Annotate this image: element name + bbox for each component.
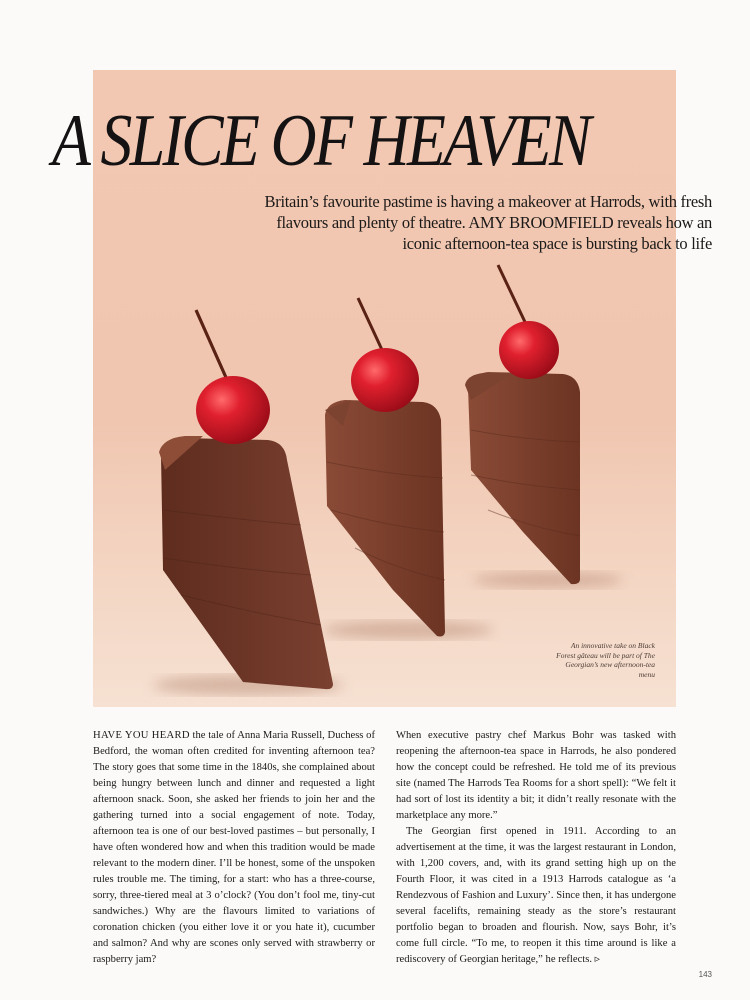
paragraph xyxy=(93,728,375,968)
body-column-right xyxy=(396,728,676,968)
body-column-left xyxy=(93,728,375,968)
photo-caption: An innovative take on Black Forest gâteau will be part of The Georgian’s new afternoon-tea menu xyxy=(556,641,655,679)
lead-in: HAVE YOU HEARD xyxy=(93,730,190,741)
standfirst: Britain’s favourite pastime is having a makeover at Harrods, with fresh flavours and plenty of theatre. AMY BROOMFIELD reveals how an iconic afternoon-tea space is bursting back to life xyxy=(264,192,712,253)
headline: A SLICE OF HEAVEN xyxy=(52,100,589,182)
cake-slice-right xyxy=(465,265,580,584)
cake-slice-left xyxy=(159,310,333,689)
cake-slice-middle xyxy=(325,298,445,637)
paragraph: The Georgian first opened in 1911. According to an advertisement at the time, it was the largest restaurant in London, with 1,200 covers, and, with its grand setting high up on the Fourth Floor, it was cited in a 1913 Harrods catalogue as ‘a Rendezvous of Fashion and Luxury’. Since then, it has undergone several facelifts, remaining steady as the store’s restaurant portfolio began to broaden and flourish. Now, says Bohr, it’s come full circle. “To me, to reopen it this time around is like a rediscovery of Georgian heritage,” he reflects. ▹ xyxy=(396,826,676,965)
paragraph: When executive pastry chef Markus Bohr was tasked with reopening the afternoon-tea space in Harrods, he also pondered how the concept could be refreshed. He told me of its previous site (named The Harrods Tea Rooms for a short spell): “We felt it had sort of lost its identity a bit; it didn’t really resonate with the marketplace any more.” xyxy=(396,730,676,821)
page-number: 143 xyxy=(698,970,712,979)
paragraph-text: the tale of Anna Maria Russell, Duchess of Bedford, the woman often credited for inventing afternoon tea? The story goes that some time in the 1840s, she complained about being hungry between lunch and dinner and requested a light afternoon snack. Soon, she asked her friends to join her and the gathering turned into a social engagement of note. Today, afternoon tea is one of our best-loved pastimes – but personally, I have often wondered how and when this tradition would be made relevant to the modern diner. I’ll be honest, some of the unspoken rules trouble me. The timing, for a start: who has a three-course, sorry, three-tiered meal at 3 o’clock? (You don’t fool me, tiny-cut sandwiches.) Why are the flavours limited to variations of coronation chicken (you either love it or you hate it), cucumber and salmon? And why are scones only served with strawberry or raspberry jam? xyxy=(93,730,375,965)
